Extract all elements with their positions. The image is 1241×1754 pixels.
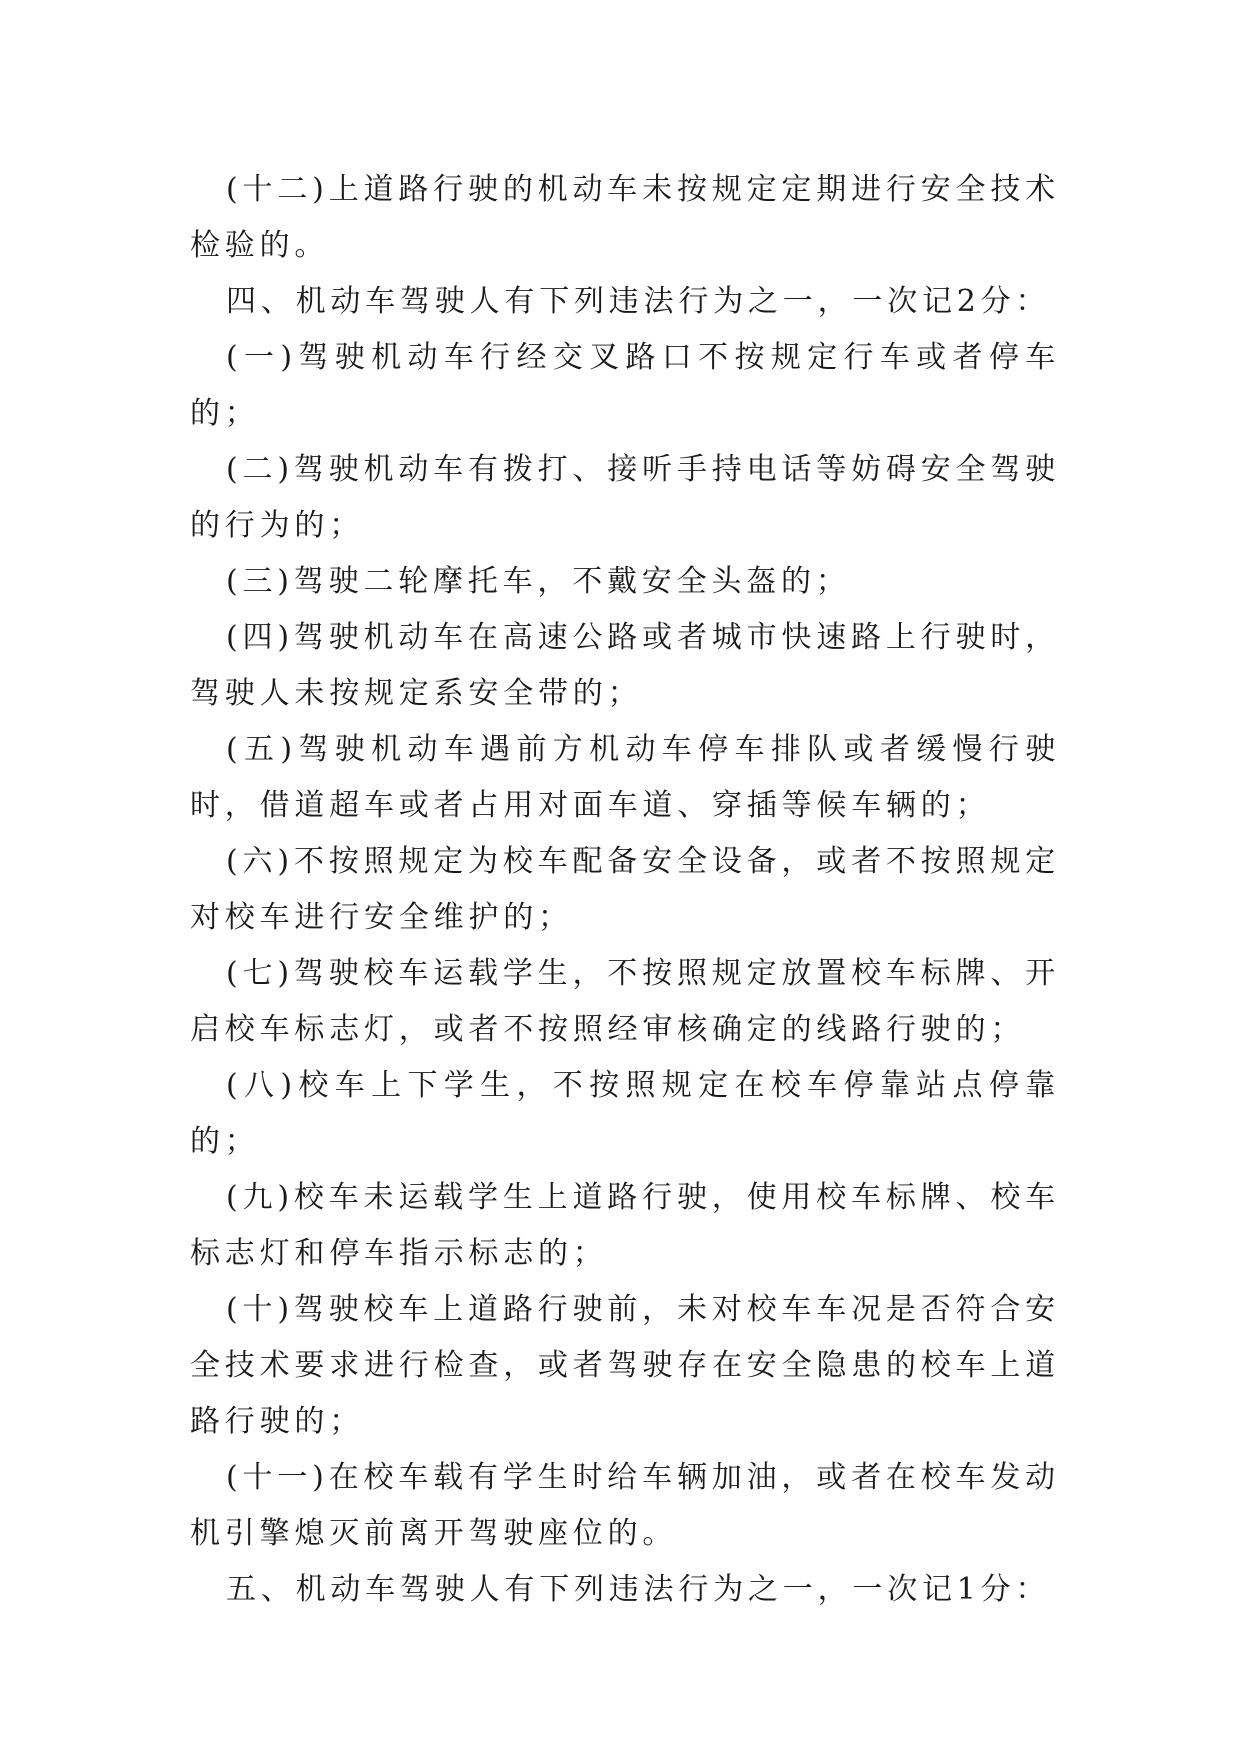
- section-heading-5: 五、机动车驾驶人有下列违法行为之一，一次记1分：: [226, 1572, 1051, 1607]
- paragraph-item-1: (一)驾驶机动车行经交叉路口不按规定行车或者停车的；: [190, 340, 1060, 431]
- paragraph-item-3: (三)驾驶二轮摩托车，不戴安全头盔的；: [226, 564, 851, 599]
- paragraph-item-9: (九)校车未运载学生上道路行驶，使用校车标牌、校车标志灯和停车指示标志的；: [190, 1180, 1060, 1271]
- paragraph-item-8: (八)校车上下学生，不按照规定在校车停靠站点停靠的；: [190, 1068, 1060, 1159]
- paragraph-item-4: (四)驾驶机动车在高速公路或者城市快速路上行驶时，驾驶人未按规定系安全带的；: [190, 620, 1060, 711]
- paragraph-item-5: (五)驾驶机动车遇前方机动车停车排队或者缓慢行驶时，借道超车或者占用对面车道、穿插等候车辆的；: [190, 732, 1060, 823]
- paragraph-item-12: (十二)上道路行驶的机动车未按规定定期进行安全技术检验的。: [190, 172, 1060, 263]
- paragraph-item-10: (十)驾驶校车上道路行驶前，未对校车车况是否符合安全技术要求进行检查，或者驾驶存在安全隐患的校车上道路行驶的；: [190, 1292, 1060, 1439]
- paragraph-item-2: (二)驾驶机动车有拨打、接听手持电话等妨碍安全驾驶的行为的；: [190, 452, 1060, 543]
- section-heading-4: 四、机动车驾驶人有下列违法行为之一，一次记2分：: [226, 284, 1051, 319]
- paragraph-item-11: (十一)在校车载有学生时给车辆加油，或者在校车发动机引擎熄灭前离开驾驶座位的。: [190, 1460, 1060, 1551]
- document-body: [190, 162, 1060, 1618]
- paragraph-item-7: (七)驾驶校车运载学生，不按照规定放置校车标牌、开启校车标志灯，或者不按照经审核确定的线路行驶的；: [190, 956, 1060, 1047]
- paragraph-item-6: (六)不按照规定为校车配备安全设备，或者不按照规定对校车进行安全维护的；: [190, 844, 1060, 935]
